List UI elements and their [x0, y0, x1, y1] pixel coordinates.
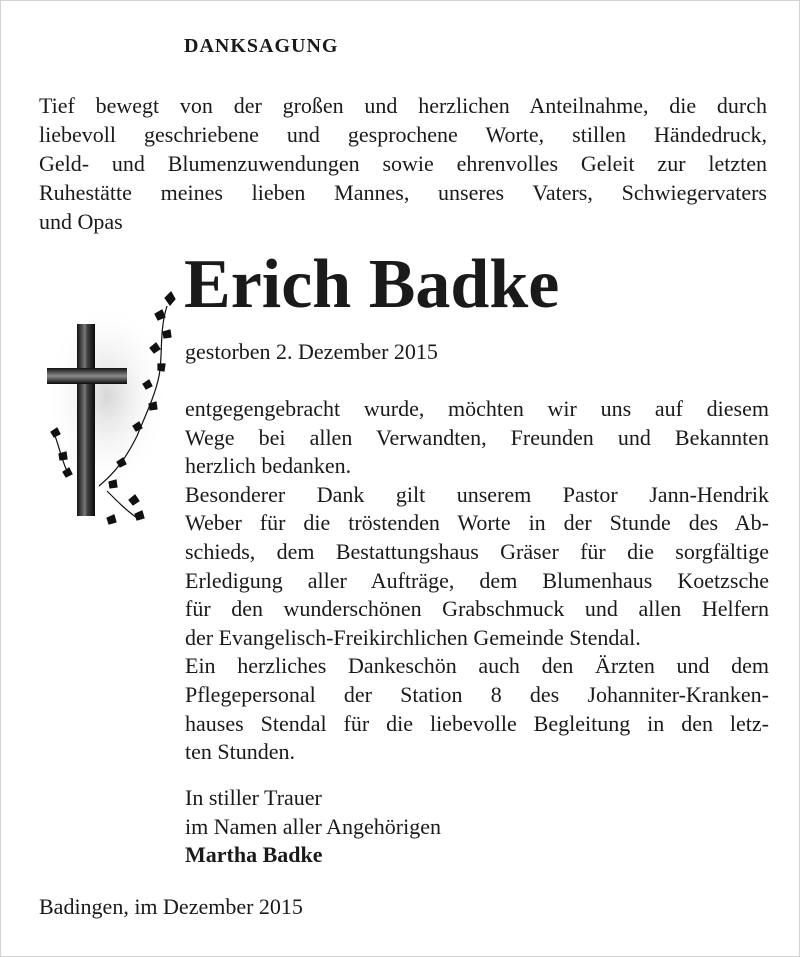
closing-line: In stiller Trauer: [185, 785, 322, 810]
body-line: Weber für die tröstenden Worte in der Stunde des Ab-: [185, 510, 769, 536]
cross-with-ivy-icon: [37, 286, 177, 536]
body-line: Pflegepersonal der Station 8 des Johanniter-Kranken-: [185, 681, 769, 707]
intro-line: Ruhestätte meines lieben Mannes, unseres Vaters, Schwiegervaters: [39, 180, 767, 205]
intro-line: liebevoll geschriebene und gesprochene Worte, stillen Händedruck,: [39, 122, 767, 147]
place-and-date: Badingen, im Dezember 2015: [39, 894, 303, 919]
body-line: Wege bei allen Verwandten, Freunden und Bekannten: [185, 424, 769, 450]
body-line: der Evangelisch-Freikirchlichen Gemeinde Stendal.: [185, 624, 641, 650]
intro-line: Geld- und Blumenzuwendungen sowie ehrenvolles Geleit zur letzten: [39, 151, 767, 176]
signer-name: Martha Badke: [185, 842, 323, 868]
intro-paragraph: [39, 91, 767, 236]
body-line: für den wunderschönen Grabschmuck und allen Helfern: [185, 596, 769, 622]
notice-heading: DANKSAGUNG: [184, 35, 339, 57]
body-line: Erledigung aller Aufträge, dem Blumenhaus Koetzsche: [185, 567, 769, 593]
body-line: herzlich bedanken.: [185, 453, 352, 479]
body-line: schieds, dem Bestattungshaus Gräser für die sorgfältige: [185, 538, 769, 564]
closing-block: [185, 784, 441, 870]
intro-line: Tief bewegt von der großen und herzlichen Anteilnahme, die durch: [39, 93, 767, 118]
body-line: ten Stunden.: [185, 739, 295, 765]
body-line: hauses Stendal für die liebevolle Begleitung in den letz-: [185, 710, 769, 736]
body-line: Ein herzliches Dankeschön auch den Ärzten und dem: [185, 653, 769, 679]
intro-line: und Opas: [39, 209, 123, 234]
deceased-name: Erich Badke: [184, 246, 560, 323]
body-line: entgegengebracht wurde, möchten wir uns auf diesem: [185, 396, 769, 421]
body-line: Besonderer Dank gilt unserem Pastor Jann-Hendrik: [185, 481, 769, 507]
body-paragraph: [185, 395, 769, 767]
date-of-death: gestorben 2. Dezember 2015: [185, 339, 438, 364]
closing-line: im Namen aller Angehörigen: [185, 813, 441, 839]
